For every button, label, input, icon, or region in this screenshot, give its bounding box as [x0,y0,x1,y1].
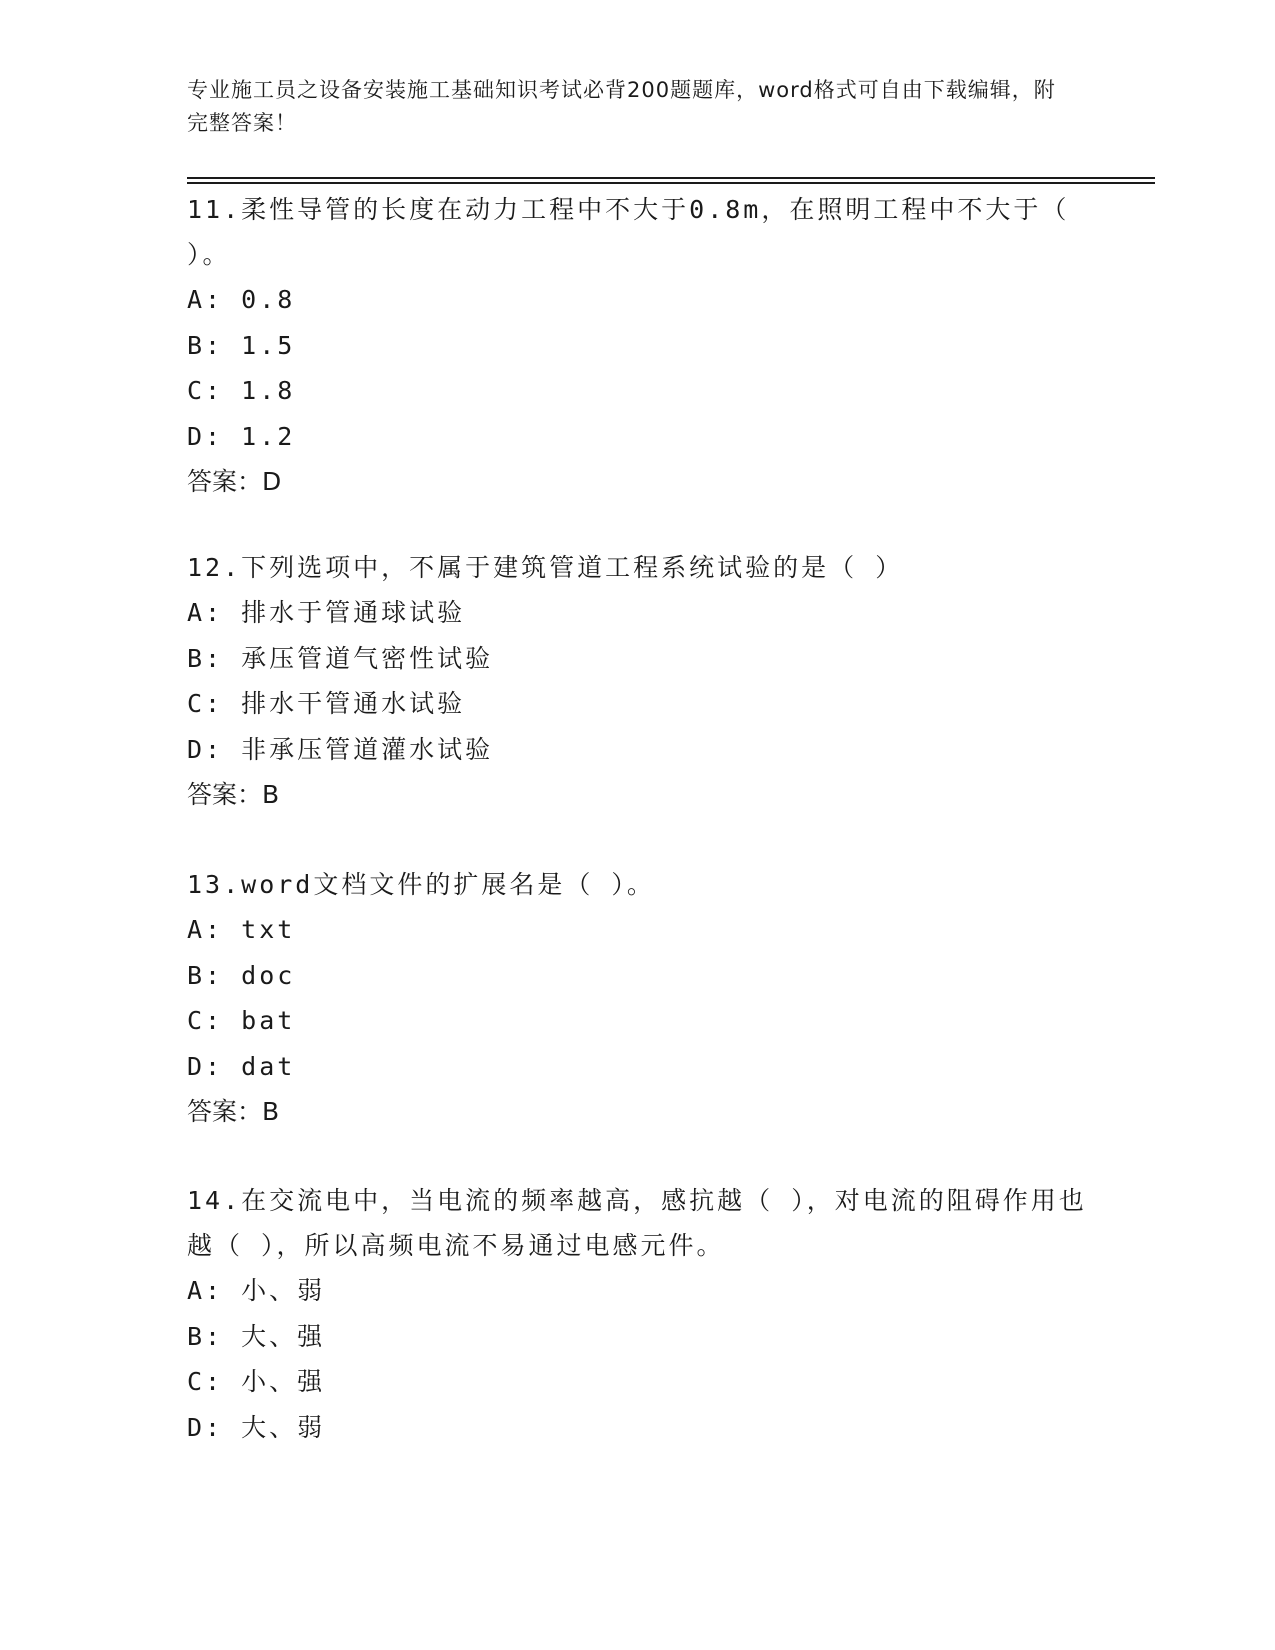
option-d: D: 非承压管道灌水试验 [187,734,494,764]
document-title: 专业施工员之设备安装施工基础知识考试必背200题题库，word格式可自由下载编辑，附完整答案！ [187,78,1056,135]
option-c: C: 1.8 [187,376,296,405]
option-d: D: 1.2 [187,421,296,451]
option-b: B: 承压管道气密性试验 [187,643,494,673]
question-stem: 11.柔性导管的长度在动力工程中不大于0.8m，在照明工程中不大于（ ）。 [187,195,1070,269]
header-divider-top [187,177,1155,179]
option-a: A: txt [187,915,296,944]
answer: 答案：D [187,467,282,496]
option-d: D: dat [187,1051,296,1081]
option-a: A: 排水于管通球试验 [187,598,466,627]
question-14 [187,1178,1087,1450]
option-b: B: 大、强 [187,1321,326,1351]
option-d: D: 大、弱 [187,1412,326,1442]
answer: 答案：B [187,780,280,809]
question-stem: 12.下列选项中，不属于建筑管道工程系统试验的是（ ） [187,553,904,582]
option-c: C: 小、强 [187,1367,326,1396]
question-stem: 14.在交流电中，当电流的频率越高，感抗越（ ），对电流的阻碍作用也越（ ），所以高频电流不易通过电感元件。 [187,1186,1087,1260]
question-11 [187,187,1087,504]
question-13 [187,862,1087,1134]
question-12 [187,545,1087,817]
option-a: A: 0.8 [187,285,296,314]
option-c: C: bat [187,1006,296,1035]
option-a: A: 小、弱 [187,1276,326,1305]
option-c: C: 排水干管通水试验 [187,689,466,718]
header-divider-bottom [187,182,1155,184]
option-b: B: doc [187,960,296,990]
answer: 答案：B [187,1097,280,1126]
option-b: B: 1.5 [187,330,296,360]
question-stem: 13.word文档文件的扩展名是（ ）。 [187,870,655,899]
